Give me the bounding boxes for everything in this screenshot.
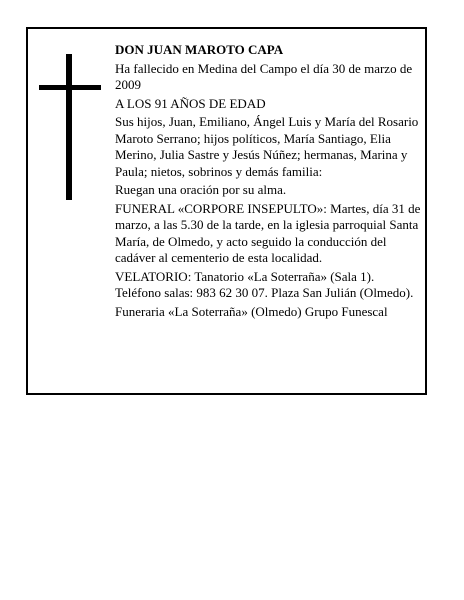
cross-horizontal-bar <box>39 85 101 90</box>
obituary-notice <box>26 27 427 395</box>
obituary-text <box>115 42 423 322</box>
family-list: Sus hijos, Juan, Emiliano, Ángel Luis y María del Rosario Maroto Serrano; hijos políticos, María Santiago, Elia Merino, Julia Sastre y Jesús Núñez; hermanas, Marina y Paula; nietos, sobrinos y demás familia: <box>115 114 419 179</box>
funeral-details: FUNERAL «CORPORE INSEPULTO»: Martes, día 31 de marzo, a las 5.30 de la tarde, en la iglesia parroquial Santa María, de Olmedo, y acto seguido la conducción del cadáver al cementerio de esta localidad. <box>115 200 421 265</box>
passing-statement: Ha fallecido en Medina del Campo el día 30 de marzo de 2009 <box>115 60 413 92</box>
deceased-name: DON JUAN MAROTO CAPA <box>115 42 284 57</box>
cross-icon <box>39 54 101 200</box>
wake-details: VELATORIO: Tanatorio «La Soterraña» (Sala 1). Teléfono salas: 983 62 30 07. Plaza San Julián (Olmedo). <box>115 268 414 300</box>
age-statement: A LOS 91 AÑOS DE EDAD <box>115 95 266 111</box>
prayer-request: Ruegan una oración por su alma. <box>115 182 287 197</box>
cross-vertical-bar <box>66 54 72 200</box>
funeral-home: Funeraria «La Soterraña» (Olmedo) Grupo Funescal <box>115 303 388 319</box>
